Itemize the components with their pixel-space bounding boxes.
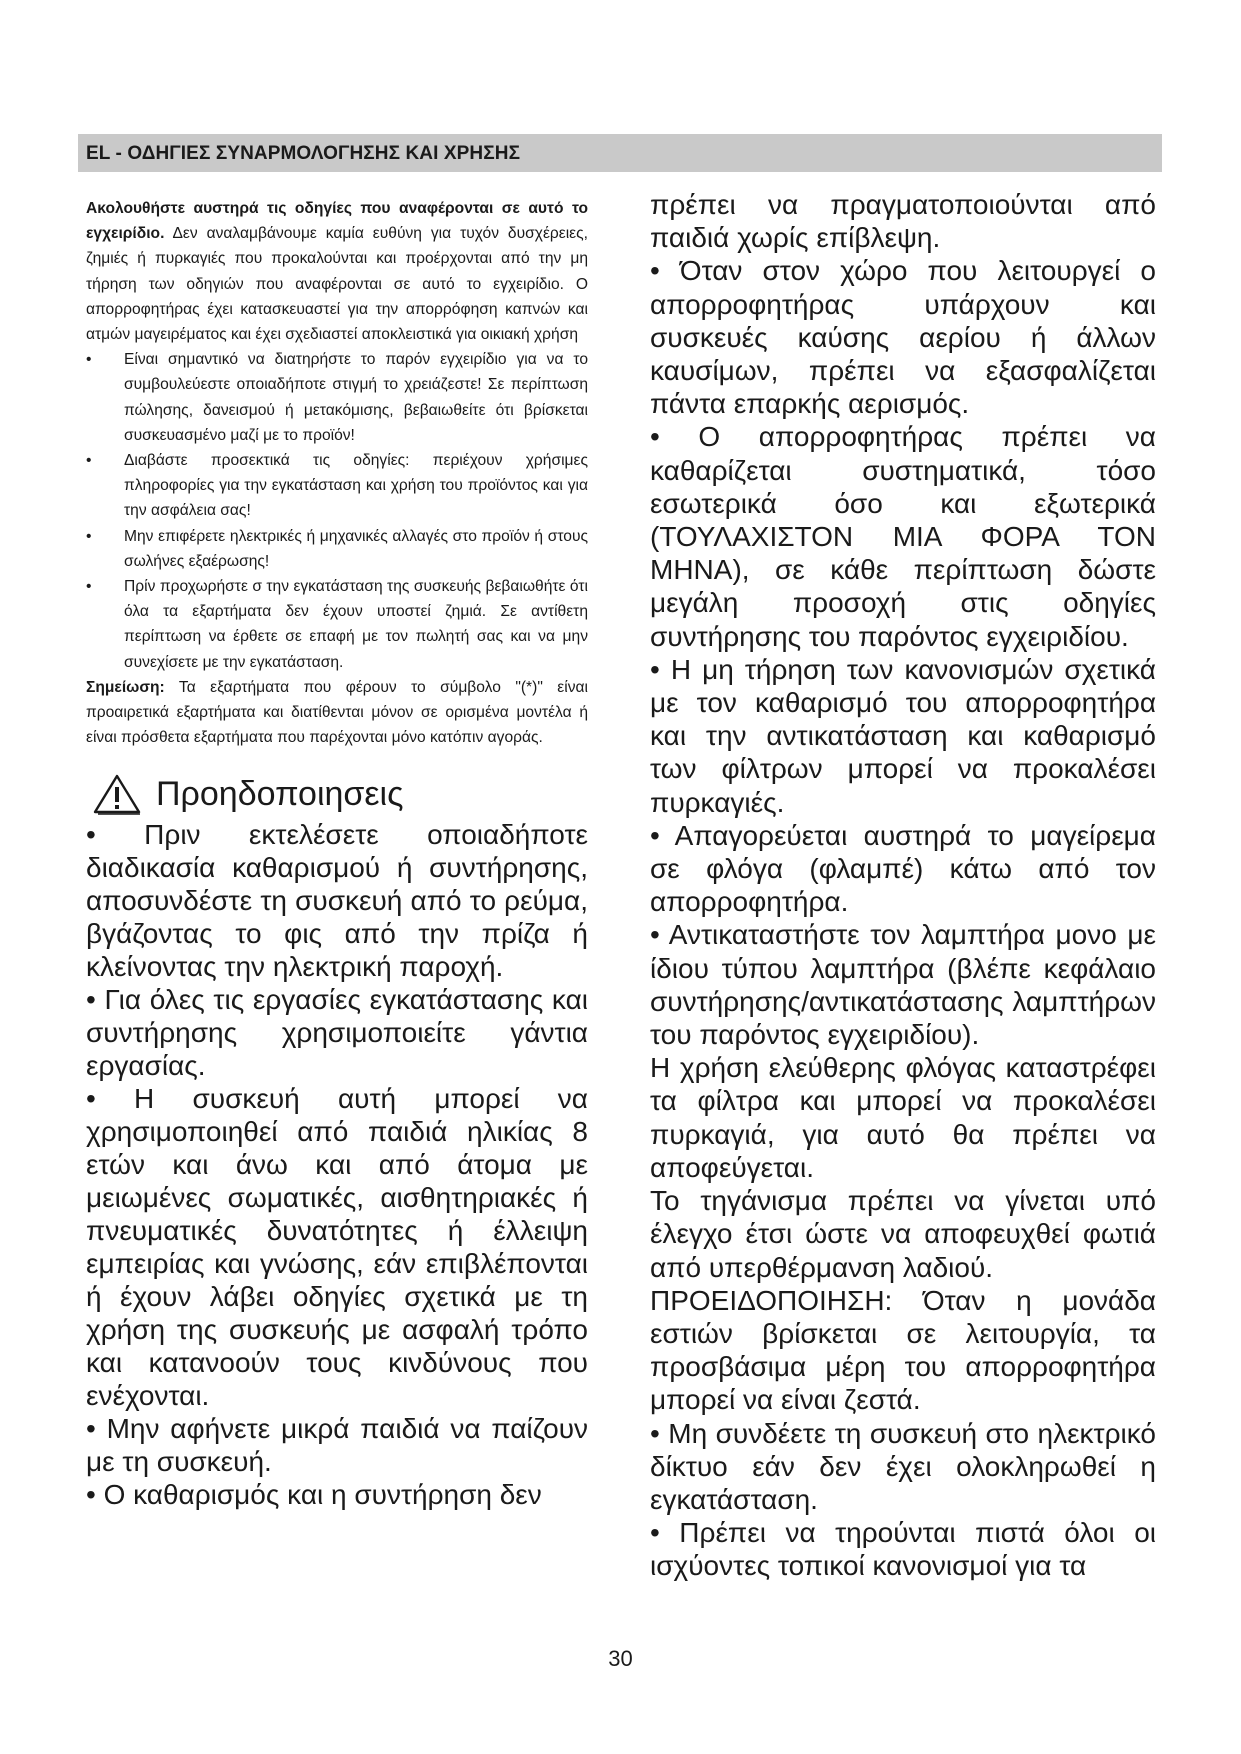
right-column xyxy=(650,188,1156,1583)
warning-paragraph: • Πριν εκτελέσετε οποιαδήποτε διαδικασία καθαρισμού ή συντήρησης, αποσυνδέστε τη συσκευή από το ρεύμα, βγάζοντας το φις από την πρίζα ή κλείνοντας την ηλεκτρική παροχή. xyxy=(86,819,588,983)
warning-paragraph: • Ο απορροφητήρας πρέπει να καθαρίζεται συστηματικά, τόσο εσωτερικά όσο και εξωτερικά (ΤΟΥΛΑΧΙΣΤΟΝ ΜΙΑ ΦΟΡΑ ΤΟΝ ΜΗΝΑ), σε κάθε περίπτωση δώστε μεγάλη προσοχή στις οδηγίες συντήρησης του παρόντος εγχειριδίου. xyxy=(650,421,1156,652)
intro-paragraph xyxy=(86,196,588,347)
warning-paragraph: • Απαγορεύεται αυστηρά το μαγείρεμα σε φλόγα (φλαμπέ) κάτω από τον απορροφητήρα. xyxy=(650,819,1156,918)
warning-paragraph: πρέπει να πραγματοποιούνται από παιδιά χωρίς επίβλεψη. xyxy=(650,189,1156,254)
note-label: Σημείωση: xyxy=(86,678,165,696)
warning-paragraph: • Η μη τήρηση των κανονισμών σχετικά με τον καθαρισμό του απορροφητήρα και την αντικατάσταση και καθαρισμό των φίλτρων μπορεί να προκαλέσει πυρκαγιές. xyxy=(650,653,1156,818)
page-number: 30 xyxy=(608,1646,633,1671)
warnings-left-text xyxy=(86,818,588,1511)
note-paragraph xyxy=(86,675,588,751)
warning-paragraph: • Μη συνδέετε τη συσκευή στο ηλεκτρικό δίκτυο εάν δεν έχει ολοκληρωθεί η εγκατάσταση. xyxy=(650,1417,1156,1515)
warnings-heading xyxy=(86,772,588,816)
list-item: • Πρίν προχωρήστε σ την εγκατάσταση της συσκευής βεβαιωθήτε ότι όλα τα εξαρτήματα δεν έχουν υποστεί ζημιά. Σε αντίθετη περίπτωση να έρθετε σε επαφή με τον πωλητή σας και να μην συνεχίσετε με την εγκατάσταση. xyxy=(86,574,588,675)
list-item: • Μην επιφέρετε ηλεκτρικές ή μηχανικές αλλαγές στο προϊόν ή στους σωλήνες εξαέρωσης! xyxy=(86,524,588,574)
warning-triangle-icon xyxy=(92,773,142,815)
warning-paragraph: • Αντικαταστήστε τον λαμπτήρα μονο με ίδιου τύπου λαμπτήρα (βλέπε κεφάλαιο συντήρησης/αντικατάστασης λαμπτήρων του παρόντος εγχειριδίου). xyxy=(650,919,1156,1051)
warning-paragraph: Η χρήση ελεύθερης φλόγας καταστρέφει τα φίλτρα και μπορεί να προκαλέσει πυρκαγιά, για αυτό θα πρέπει να αποφεύγεται. xyxy=(650,1052,1156,1183)
warning-paragraph: Το τηγάνισμα πρέπει να γίνεται υπό έλεγχο έτσι ώστε να αποφευχθεί φωτιά από υπερθέρμανση λαδιού. xyxy=(650,1185,1156,1283)
section-header-bar xyxy=(78,134,1162,172)
warning-paragraph: • Πρέπει να τηρούνται πιστά όλοι οι ισχύοντες τοπικοί κανονισμοί για τα xyxy=(650,1517,1156,1582)
warning-paragraph: • Όταν στον χώρο που λειτουργεί ο απορροφητήρας υπάρχουν και συσκευές καύσης αερίου ή άλλων καυσίμων, πρέπει να εξασφαλίζεται πάντα επαρκής αερισμός. xyxy=(650,255,1156,420)
note-text: Τα εξαρτήματα που φέρουν το σύμβολο "(*)" είναι προαιρετικά εξαρτήματα και διατίθενται μόνον σε ορισμένα μοντέλα ή είναι πρόσθετα εξαρτήματα που παρέχονται μόνο κατόπιν αγοράς. xyxy=(86,678,588,747)
warning-paragraph: • Ο καθαρισμός και η συντήρηση δεν xyxy=(86,1479,542,1511)
warning-paragraph: ΠΡΟΕΙΔΟΠΟΙΗΣΗ: Όταν η μονάδα εστιών βρίσκεται σε λειτουργία, τα προσβάσιμα μέρη του απορροφητήρα μπορεί να είναι ζεστά. xyxy=(650,1284,1156,1416)
list-item: • Διαβάστε προσεκτικά τις οδηγίες: περιέχουν χρήσιμες πληροφορίες για την εγκατάσταση και χρήση του προϊόντος και για την ασφάλεια σας! xyxy=(86,448,588,524)
list-item: • Είναι σημαντικό να διατηρήστε το παρόν εγχειρίδιο για να το συμβουλεύεστε οποιαδήποτε στιγμή το χρειάζεστε! Σε περίπτωση πώλησης, δανεισμού ή μετακόμισης, βεβαιωθείτε ότι βρίσκεται συσκευασμένο μαζί με το προϊόν! xyxy=(86,347,588,448)
warnings-right-text xyxy=(650,188,1156,1583)
warning-paragraph: • Για όλες τις εργασίες εγκατάστασης και συντήρησης χρησιμοποιείτε γάντια εργασίας. xyxy=(86,984,588,1082)
left-column xyxy=(86,196,588,1511)
warnings-title: Προηδοποιησεις xyxy=(156,774,404,813)
intro-bold: Ακολουθήστε αυστηρά τις οδηγίες που αναφέρονται σε αυτό το εγχειρίδιο. xyxy=(86,200,588,243)
intro-text: Δεν αναλαμβάνουμε καμία ευθύνη για τυχόν δυσχέρειες, ζημιές ή πυρκαγιές που προκαλούνται και προέρχονται από την μη τήρηση των οδηγιών που αναφέρονται σε αυτό το εγχειρίδιο. Ο απορροφητήρας έχει κατασκευαστεί για την απορρόφηση καπνών και ατμών μαγειρέματος και έχει σχεδιαστεί αποκλειστικά για οικιακή χρήση xyxy=(86,225,588,344)
bullet-list xyxy=(86,347,588,675)
warning-paragraph: • Η συσκευή αυτή μπορεί να χρησιμοποιηθεί από παιδιά ηλικίας 8 ετών και άνω και από άτομα με μειωμένες σωματικές, αισθητηριακές ή πνευματικές δυνατότητες ή έλλειψη εμπειρίας και γνώσης, εάν επιβλέπονται ή έχουν λάβει οδηγίες σχετικά με τη χρήση της συσκευής με ασφαλή τρόπο και κατανοούν τους κινδύνους που ενέχονται. xyxy=(86,1083,588,1412)
section-title: EL - ΟΔΗΓΙΕΣ ΣΥΝΑΡΜΟΛΟΓΗΣΗΣ ΚΑΙ ΧΡΗΣΗΣ xyxy=(86,143,521,164)
warning-paragraph: • Μην αφήνετε μικρά παιδιά να παίζουν με τη συσκευή. xyxy=(86,1413,588,1478)
